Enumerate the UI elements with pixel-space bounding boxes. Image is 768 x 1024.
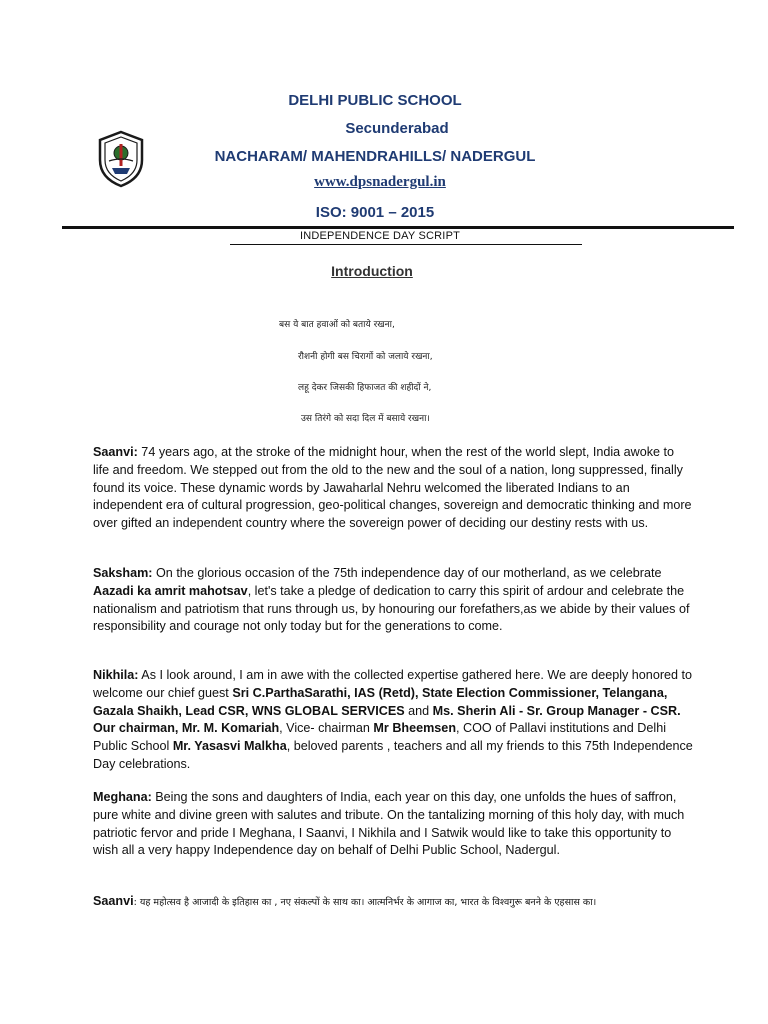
header-divider xyxy=(62,226,734,229)
paragraph-text: , let's take a pledge of dedication to carry this spirit of ardour and celebrate the nationalism and patriotism that runs through us, by honouring our forefathers,as we abide by their values of responsibility and courage not only today but for the generations to come. xyxy=(93,583,690,634)
school-branches: NACHARAM/ MAHENDRAHILLS/ NADERGUL xyxy=(214,148,536,165)
paragraph-text: As I look around, I am in awe with the collected expertise gathered here. We are deeply honored to welcome our chief guest xyxy=(93,668,693,700)
paragraph-emphasis: Mr. Yasasvi Malkha xyxy=(172,739,287,754)
paragraph-emphasis: Aazadi ka amrit mahotsav xyxy=(93,583,248,598)
paragraph-text: 74 years ago, at the stroke of the midnight hour, when the rest of the world slept, India awoke to life and freedom. We stepped out from the old to the new and the soul of a nation, long suppressed, finally found its voice. These dynamic words by Jawaharlal Nehru welcomed the liberated Indians to an independent era of cultural progression, geo-political changes, sovereign and democratic thinking and more over gifted an independent country where the sovereign power of deciding our destiny rests with us. xyxy=(93,445,692,531)
title-underline xyxy=(230,244,582,245)
paragraph-emphasis: Ms. Sherin Ali - Sr. Group Manager - CSR. Our chairman, Mr. M. Komariah xyxy=(93,703,681,736)
paragraph-meghana xyxy=(93,789,693,860)
document-title: INDEPENDENCE DAY SCRIPT xyxy=(299,230,461,242)
speaker-name: Nikhila: xyxy=(93,668,139,682)
paragraph-text: , COO of Pallavi institutions and Delhi Public School xyxy=(93,721,667,754)
section-heading: Introduction xyxy=(331,263,413,279)
school-city: Secunderabad xyxy=(345,120,449,137)
speaker-name: Saksham: xyxy=(93,566,153,580)
poem-line: लहू देकर जिसकी हिफाजत की शहीदों ने, xyxy=(298,383,432,393)
paragraph-text: , Vice- chairman xyxy=(279,721,374,736)
paragraph-saanvi xyxy=(93,444,693,533)
paragraph-text: and xyxy=(404,703,433,718)
poem-line: रौशनी होगी बस चिरागों को जलाये रखना, xyxy=(298,352,433,362)
speaker-name: Meghana: xyxy=(93,790,152,804)
website-link[interactable]: www.dpsnadergul.in xyxy=(314,174,446,190)
iso-certification: ISO: 9001 – 2015 xyxy=(315,204,435,221)
paragraph-emphasis: Sri C.ParthaSarathi, IAS (Retd), State Election Commissioner, Telangana, Gazala Shaikh, Lead CSR, WNS GLOBAL SERVICES xyxy=(93,685,668,718)
paragraph-text: Being the sons and daughters of India, each year on this day, one unfolds the hues of saffron, pure white and divine green with salutes and tribute. On the tantalizing morning of this holy day, with much patriotic fervor and pride I Meghana, I Saanvi, I Nikhila and I Satwik would like to take this opportunity to wish all a very happy Independence day on behalf of Delhi Public School, Nadergul. xyxy=(93,790,685,858)
poem-line: बस ये बात हवाओं को बताये रखना, xyxy=(279,320,395,330)
speaker-name: Saanvi: xyxy=(93,445,138,459)
paragraph-saksham xyxy=(93,565,693,636)
paragraph-text: : यह महोत्सव है आजादी के इतिहास का , नए संकल्पों के साथ का। आत्मनिर्भर के आगाज का, भारत के विश्वगुरू बनने के एहसास का। xyxy=(133,897,597,908)
poem-line: उस तिरंगे को सदा दिल में बसाये रखना। xyxy=(301,414,430,424)
paragraph-nikhila xyxy=(93,667,693,774)
paragraph-saanvi-hindi xyxy=(93,893,693,912)
school-name: DELHI PUBLIC SCHOOL xyxy=(288,92,462,109)
school-crest-logo xyxy=(96,130,146,188)
paragraph-emphasis: Mr Bheemsen xyxy=(373,721,457,736)
paragraph-text: On the glorious occasion of the 75th independence day of our motherland, as we celebrate xyxy=(152,566,662,580)
paragraph-text: , beloved parents , teachers and all my friends to this 75th Independence Day celebrations. xyxy=(93,739,693,771)
speaker-name: Saanvi xyxy=(93,894,134,908)
